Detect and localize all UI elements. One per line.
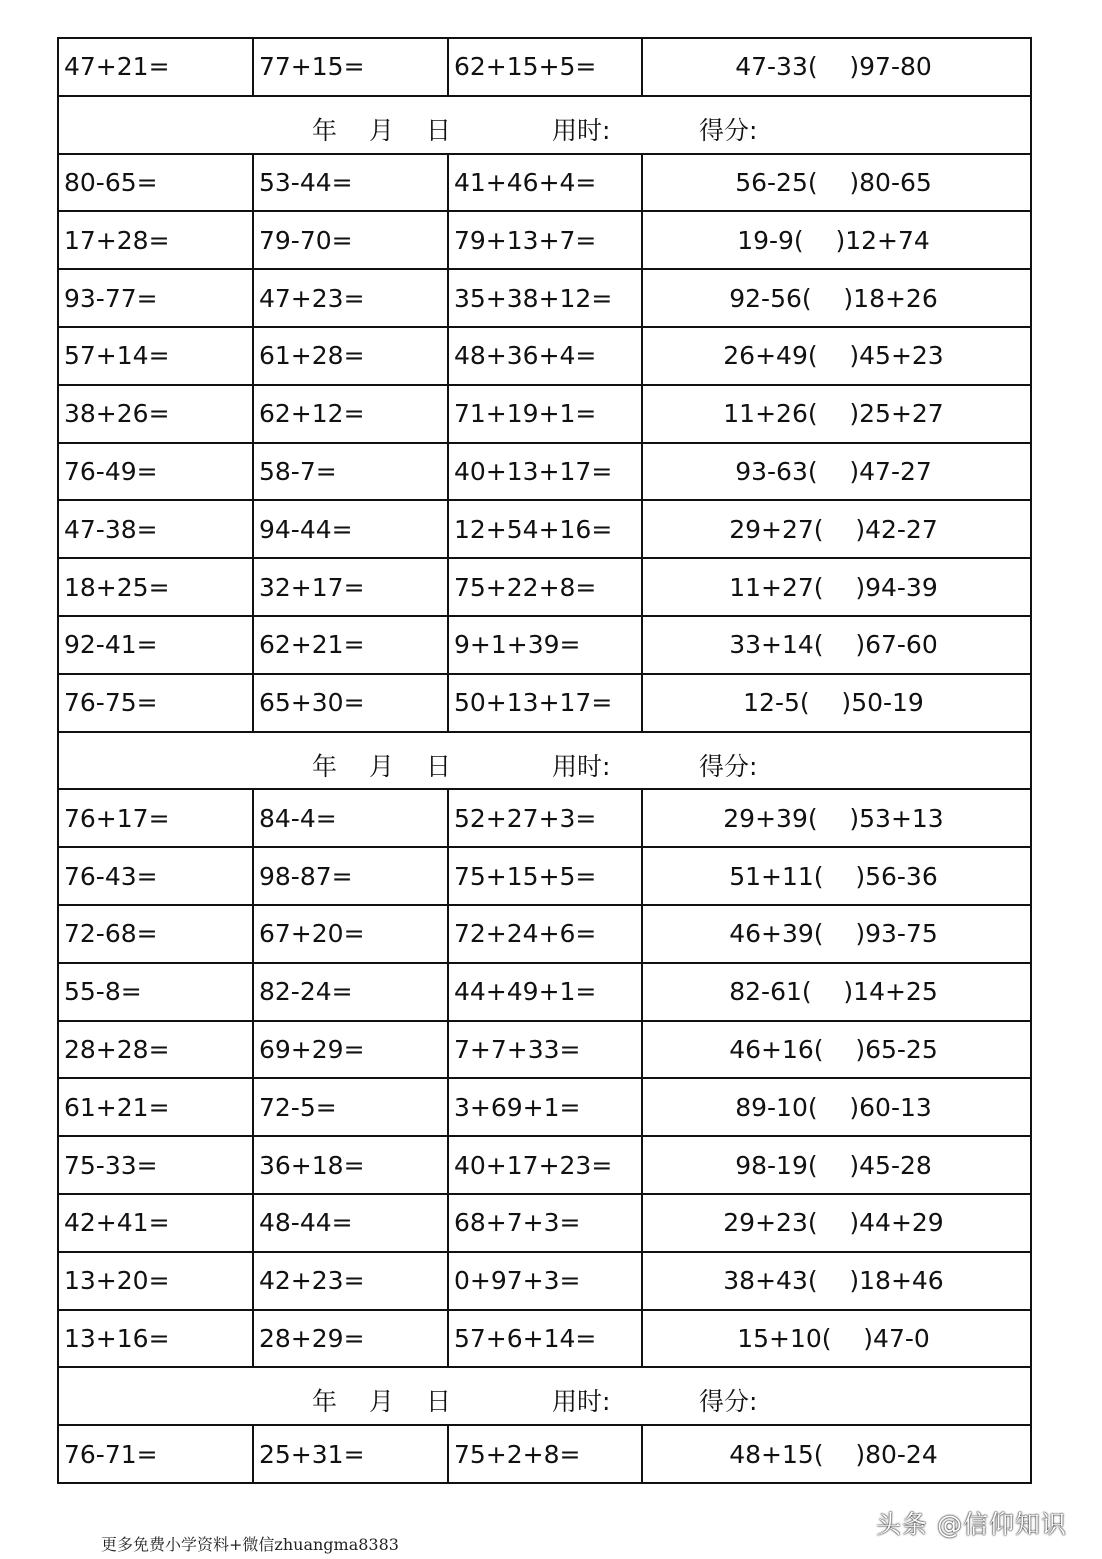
arithmetic-problem: 92-41= [58,616,253,674]
header-label-score: 得分: [699,1387,758,1417]
problem-row [58,327,1031,385]
arithmetic-problem: 0+97+3= [448,1252,642,1310]
comparison-problem: 93-63( )47-27 [642,443,1031,501]
arithmetic-problem: 98-87= [253,847,448,905]
arithmetic-problem: 53-44= [253,154,448,212]
arithmetic-problem: 65+30= [253,674,448,732]
arithmetic-problem: 17+28= [58,211,253,269]
comparison-problem: 15+10( )47-0 [642,1310,1031,1368]
date-time-score-row [58,1367,1031,1425]
arithmetic-problem: 72+24+6= [448,905,642,963]
arithmetic-problem: 40+17+23= [448,1136,642,1194]
problem-row [58,500,1031,558]
header-label-month: 月 [369,115,395,145]
arithmetic-problem: 76-71= [58,1425,253,1483]
arithmetic-problem: 76-75= [58,674,253,732]
header-cell [58,732,1031,790]
problem-row [58,1078,1031,1136]
problem-row [58,963,1031,1021]
arithmetic-problem: 12+54+16= [448,500,642,558]
arithmetic-problem: 28+29= [253,1310,448,1368]
comparison-problem: 33+14( )67-60 [642,616,1031,674]
arithmetic-problem: 47-38= [58,500,253,558]
arithmetic-problem: 25+31= [253,1425,448,1483]
arithmetic-problem: 62+21= [253,616,448,674]
arithmetic-problem: 55-8= [58,963,253,1021]
arithmetic-problem: 47+23= [253,269,448,327]
comparison-problem: 46+16( )65-25 [642,1021,1031,1079]
comparison-problem: 26+49( )45+23 [642,327,1031,385]
watermark: 头条 @信仰知识 [876,1510,1067,1539]
problem-row [58,385,1031,443]
comparison-problem: 51+11( )56-36 [642,847,1031,905]
header-label-day: 日 [426,751,452,781]
comparison-problem: 19-9( )12+74 [642,211,1031,269]
arithmetic-problem: 76-43= [58,847,253,905]
arithmetic-problem: 79+13+7= [448,211,642,269]
arithmetic-problem: 44+49+1= [448,963,642,1021]
problem-row [58,443,1031,501]
header-cell [58,96,1031,154]
arithmetic-problem: 76-49= [58,443,253,501]
comparison-problem: 92-56( )18+26 [642,269,1031,327]
arithmetic-problem: 28+28= [58,1021,253,1079]
arithmetic-problem: 80-65= [58,154,253,212]
arithmetic-problem: 79-70= [253,211,448,269]
arithmetic-problem: 13+16= [58,1310,253,1368]
arithmetic-problem: 62+15+5= [448,38,642,96]
header-label-month: 月 [369,1387,395,1417]
problem-row [58,154,1031,212]
date-time-score-row [58,732,1031,790]
comparison-problem: 11+26( )25+27 [642,385,1031,443]
footer-note: 更多免费小学资料+微信zhuangma8383 [101,1535,399,1554]
header-label-month: 月 [369,751,395,781]
problem-row [58,269,1031,327]
arithmetic-problem: 75+15+5= [448,847,642,905]
arithmetic-problem: 57+14= [58,327,253,385]
header-label-time: 用时: [552,115,611,145]
comparison-problem: 29+27( )42-27 [642,500,1031,558]
header-label-day: 日 [426,1387,452,1417]
problem-row [58,1252,1031,1310]
comparison-problem: 38+43( )18+46 [642,1252,1031,1310]
arithmetic-problem: 3+69+1= [448,1078,642,1136]
arithmetic-problem: 82-24= [253,963,448,1021]
arithmetic-problem: 77+15= [253,38,448,96]
arithmetic-problem: 62+12= [253,385,448,443]
arithmetic-problem: 18+25= [58,558,253,616]
problem-row [58,789,1031,847]
header-label-time: 用时: [552,751,611,781]
arithmetic-problem: 71+19+1= [448,385,642,443]
arithmetic-problem: 52+27+3= [448,789,642,847]
problem-row [58,1310,1031,1368]
arithmetic-problem: 67+20= [253,905,448,963]
date-time-score-row [58,96,1031,154]
problem-row [58,1425,1031,1483]
problem-row [58,674,1031,732]
header-label-year: 年 [312,115,338,145]
arithmetic-problem: 47+21= [58,38,253,96]
arithmetic-problem: 7+7+33= [448,1021,642,1079]
problem-row [58,616,1031,674]
arithmetic-problem: 13+20= [58,1252,253,1310]
comparison-problem: 29+23( )44+29 [642,1194,1031,1252]
problem-row [58,211,1031,269]
arithmetic-problem: 38+26= [58,385,253,443]
arithmetic-problem: 48+36+4= [448,327,642,385]
problem-row [58,1194,1031,1252]
header-label-year: 年 [312,751,338,781]
problem-row [58,38,1031,96]
arithmetic-problem: 94-44= [253,500,448,558]
arithmetic-problem: 41+46+4= [448,154,642,212]
problem-row [58,1136,1031,1194]
header-label-score: 得分: [699,115,758,145]
problem-row [58,558,1031,616]
arithmetic-problem: 58-7= [253,443,448,501]
arithmetic-problem: 93-77= [58,269,253,327]
problem-row [58,905,1031,963]
arithmetic-problem: 75+2+8= [448,1425,642,1483]
comparison-problem: 56-25( )80-65 [642,154,1031,212]
arithmetic-problem: 61+21= [58,1078,253,1136]
arithmetic-problem: 36+18= [253,1136,448,1194]
arithmetic-problem: 68+7+3= [448,1194,642,1252]
arithmetic-problem: 42+41= [58,1194,253,1252]
comparison-problem: 11+27( )94-39 [642,558,1031,616]
comparison-problem: 89-10( )60-13 [642,1078,1031,1136]
arithmetic-problem: 35+38+12= [448,269,642,327]
comparison-problem: 47-33( )97-80 [642,38,1031,96]
comparison-problem: 46+39( )93-75 [642,905,1031,963]
arithmetic-worksheet-table [57,37,1032,1484]
header-cell [58,1367,1031,1425]
comparison-problem: 48+15( )80-24 [642,1425,1031,1483]
arithmetic-problem: 57+6+14= [448,1310,642,1368]
comparison-problem: 98-19( )45-28 [642,1136,1031,1194]
header-label-year: 年 [312,1387,338,1417]
comparison-problem: 12-5( )50-19 [642,674,1031,732]
arithmetic-problem: 75-33= [58,1136,253,1194]
arithmetic-problem: 40+13+17= [448,443,642,501]
arithmetic-problem: 9+1+39= [448,616,642,674]
header-label-score: 得分: [699,751,758,781]
arithmetic-problem: 72-68= [58,905,253,963]
arithmetic-problem: 75+22+8= [448,558,642,616]
arithmetic-problem: 42+23= [253,1252,448,1310]
header-label-day: 日 [426,115,452,145]
comparison-problem: 29+39( )53+13 [642,789,1031,847]
arithmetic-problem: 32+17= [253,558,448,616]
comparison-problem: 82-61( )14+25 [642,963,1031,1021]
arithmetic-problem: 61+28= [253,327,448,385]
problem-row [58,1021,1031,1079]
header-label-time: 用时: [552,1387,611,1417]
arithmetic-problem: 48-44= [253,1194,448,1252]
arithmetic-problem: 69+29= [253,1021,448,1079]
arithmetic-problem: 72-5= [253,1078,448,1136]
arithmetic-problem: 76+17= [58,789,253,847]
arithmetic-problem: 50+13+17= [448,674,642,732]
problem-row [58,847,1031,905]
arithmetic-problem: 84-4= [253,789,448,847]
